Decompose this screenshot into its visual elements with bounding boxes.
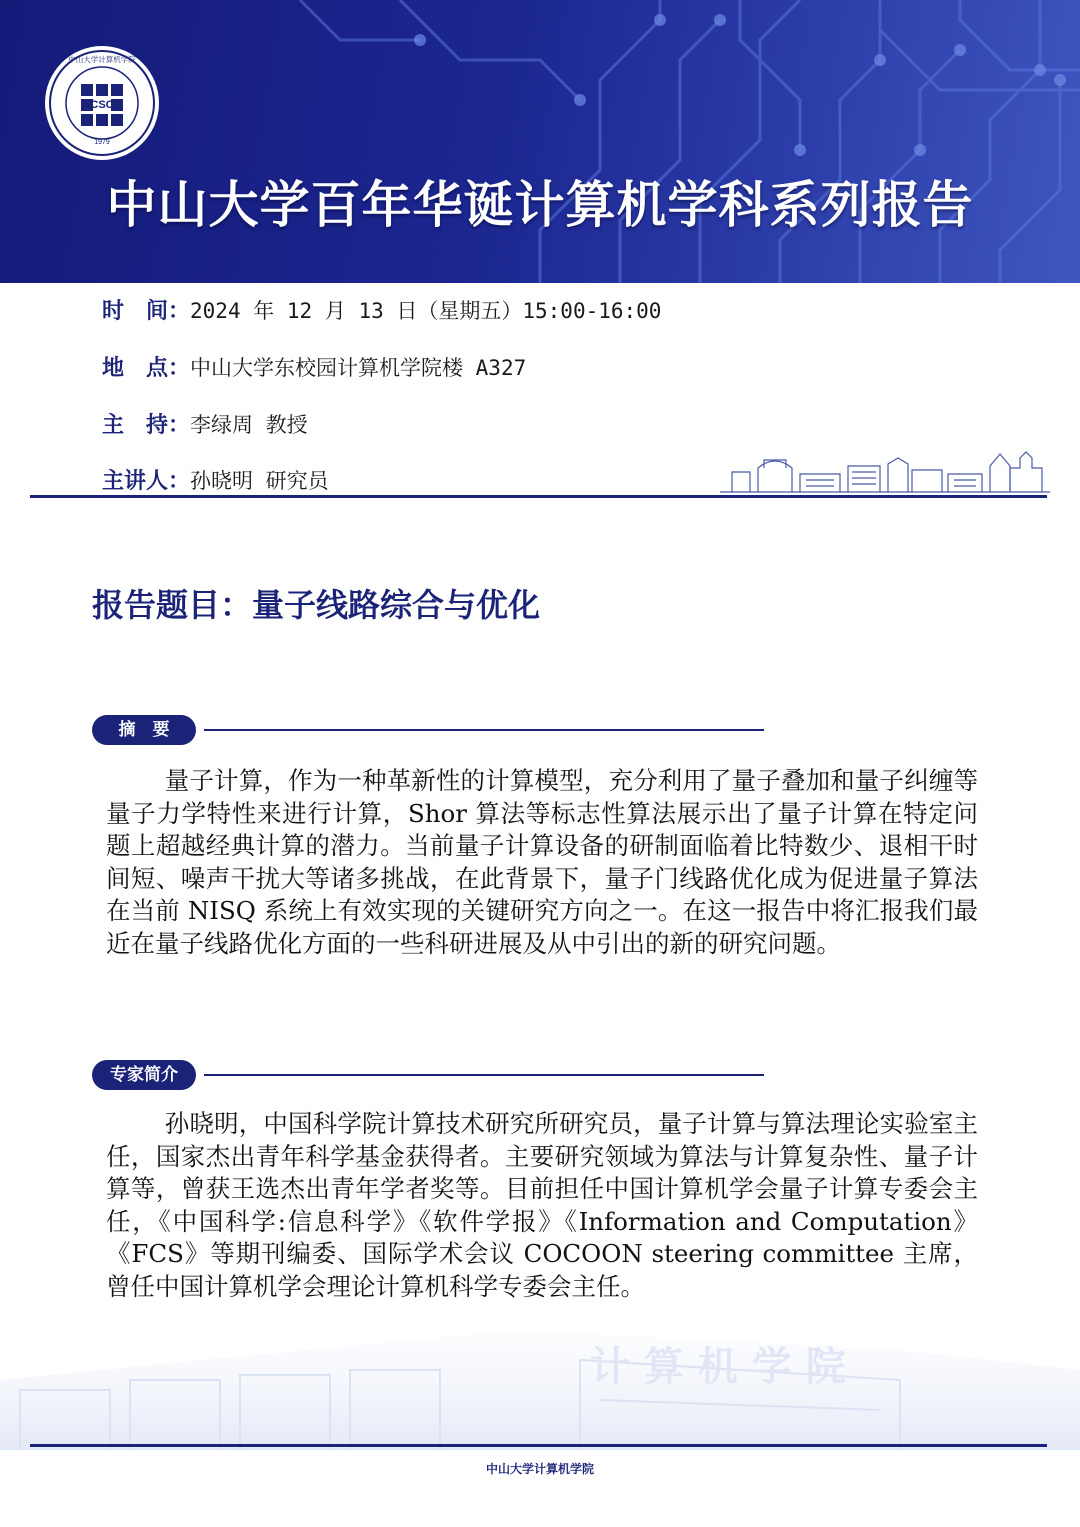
footer-text: 中山大学计算机学院 [485, 1462, 594, 1476]
bio-header: 专家简介 [92, 1060, 196, 1090]
svg-text:中山大学计算机学院: 中山大学计算机学院 [68, 55, 136, 64]
host-value: 李绿周 教授 [190, 413, 308, 437]
sysu-cse-logo-icon [43, 44, 161, 162]
svg-text:1979: 1979 [94, 139, 110, 146]
place-label: 地 点： [102, 356, 191, 381]
svg-text:CSC: CSC [90, 99, 114, 111]
bio-header-line [204, 1074, 764, 1076]
info-host-row [102, 410, 308, 440]
host-label: 主 持： [102, 413, 191, 438]
abstract-header-line [204, 729, 764, 731]
time-label: 时 间： [102, 299, 191, 324]
speaker-label: 主讲人： [102, 469, 191, 494]
place-value: 中山大学东校园计算机学院楼 A327 [190, 356, 527, 380]
banner-title: 中山大学百年华诞计算机学科系列报告 [106, 176, 974, 234]
report-title [92, 580, 540, 626]
campus-buildings-icon [720, 448, 1050, 494]
campus-watermark-icon [0, 1320, 1080, 1450]
svg-text:计 算 机 学 院: 计 算 机 学 院 [590, 1343, 846, 1390]
info-time-row [102, 296, 661, 326]
circuit-pattern-icon [0, 0, 1080, 283]
header-banner [0, 0, 1080, 283]
info-speaker-row [102, 466, 329, 496]
bottom-divider [30, 1444, 1047, 1447]
top-divider [30, 495, 1047, 498]
bio-text: 孙晓明，中国科学院计算技术研究所研究员，量子计算与算法理论实验室主任，国家杰出青年科学基金获得者。主要研究领域为算法与计算复杂性、量子计算等，曾获王选杰出青年学者奖等。目前担任中国计算机学会量子计算专委会主任，《中国科学:信息科学》《软件学报》《Information and Computation》《FCS》等期刊编委、国际学术会议 COCOON steering committee 主席，曾任中国计算机学会理论计算机科学专委会主任。 [106, 1109, 978, 1301]
abstract-header: 摘 要 [92, 715, 196, 745]
time-value: 2024 年 12 月 13 日（星期五）15:00-16:00 [190, 299, 662, 323]
report-title-value: 量子线路综合与优化 [252, 586, 541, 624]
abstract-text: 量子计算，作为一种革新性的计算模型，充分利用了量子叠加和量子纠缠等量子力学特性来进行计算，Shor 算法等标志性算法展示出了量子计算在特定问题上超越经典计算的潜力。当前量子计算设备的研制面临着比特数少、退相干时间短、噪声干扰大等诸多挑战，在此背景下，量子门线路优化成为促进量子算法在当前 NISQ 系统上有效实现的关键研究方向之一。在这一报告中将汇报我们最近在量子线路优化方面的一些科研进展及从中引出的新的研究问题。 [106, 766, 978, 958]
report-title-label: 报告题目： [92, 586, 253, 624]
info-place-row [102, 353, 526, 383]
speaker-value: 孙晓明 研究员 [190, 469, 329, 493]
